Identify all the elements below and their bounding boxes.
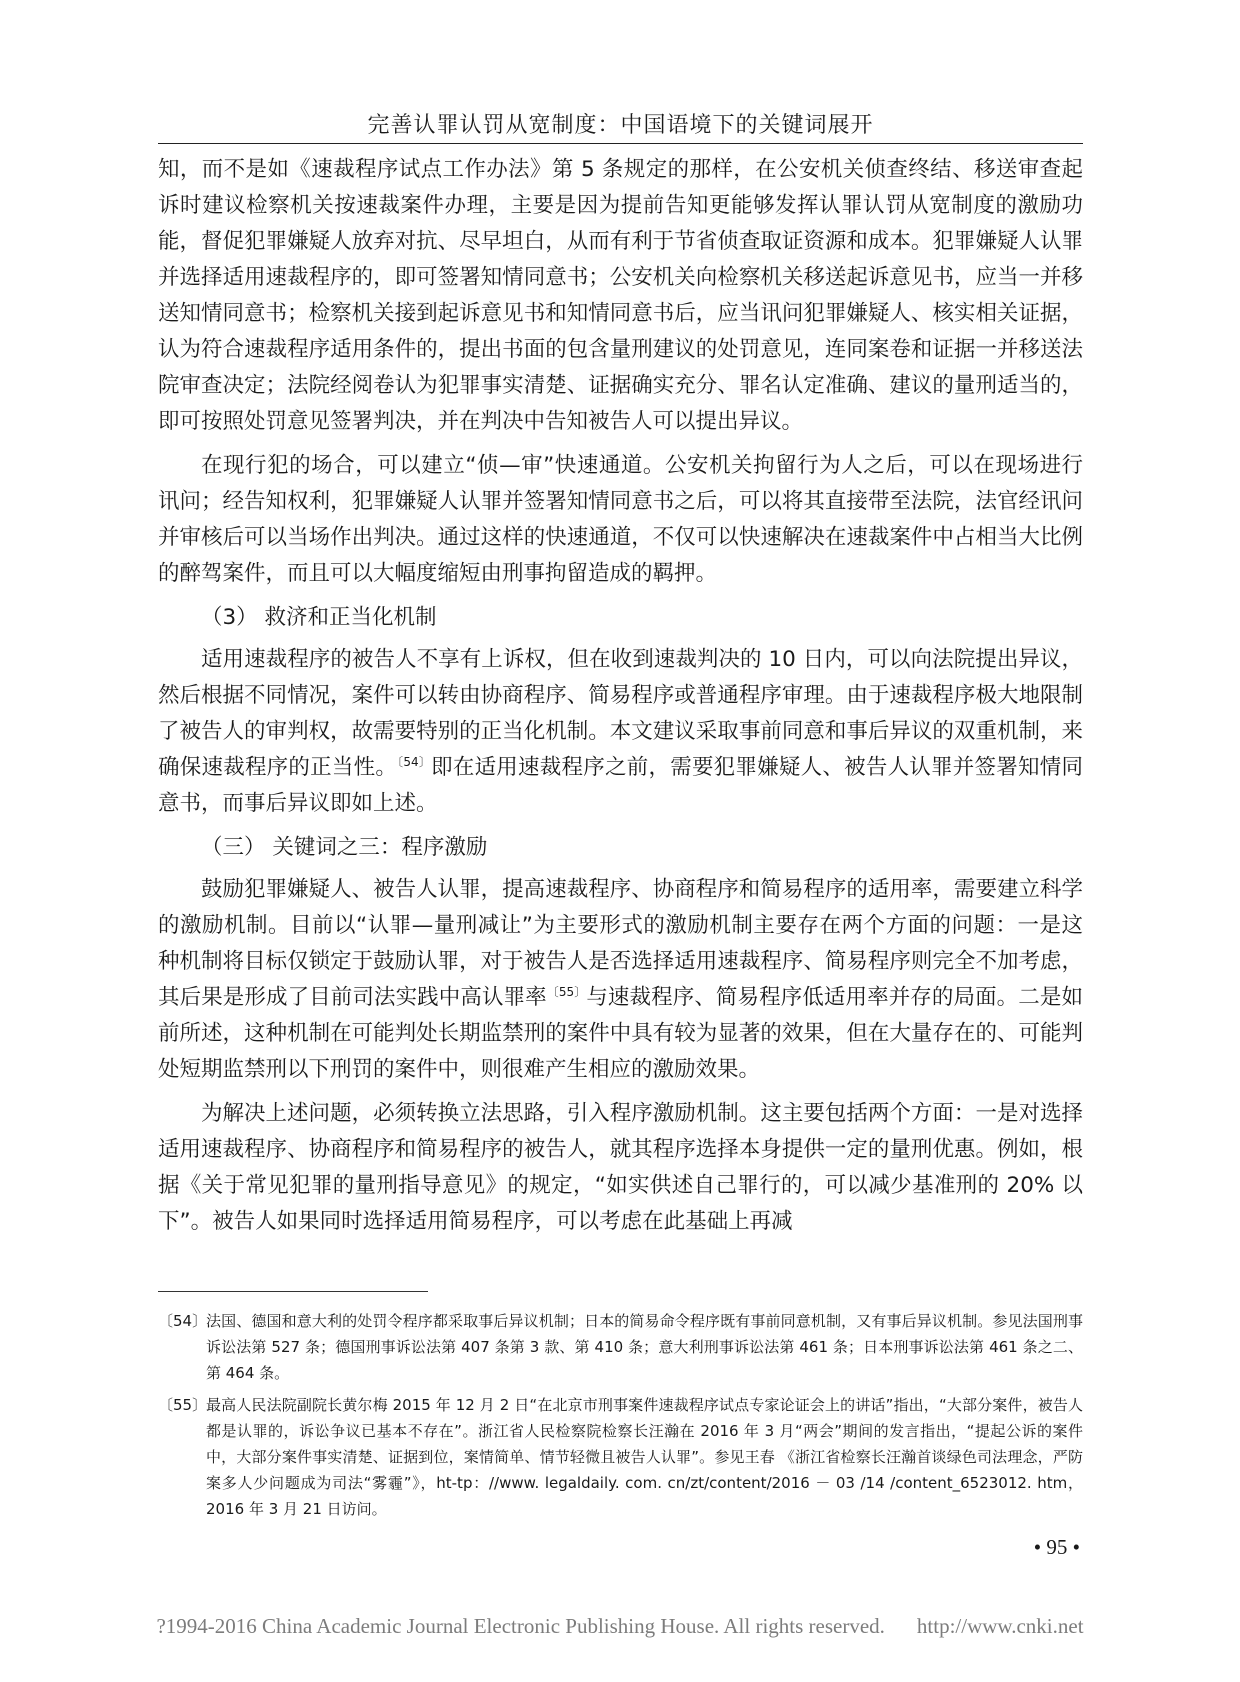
footnote-ref-54[interactable]: 〔54〕 <box>397 755 432 769</box>
paragraph-4-part-a: 鼓励犯罪嫌疑人、被告人认罪，提高速裁程序、协商程序和简易程序的适用率，需要建立科学的激励机制。目前以“认罪—量刑减让”为主要形式的激励机制主要存在两个方面的问题：一是这种机制将目标仅锁定于鼓励认罪，对于被告人是否选择适用速裁程序、简易程序则完全不加考虑，其后果是形成了目前司法实践中高认罪率 <box>158 877 1083 1010</box>
page-number: • 95 • <box>1033 1535 1080 1559</box>
running-header: 完善认罪认罚从宽制度：中国语境下的关键词展开 <box>367 113 874 138</box>
paragraph-3 <box>158 642 1083 822</box>
paragraph-1: 知，而不是如《速裁程序试点工作办法》第 5 条规定的那样，在公安机关侦查终结、移送审查起诉时建议检察机关按速裁案件办理，主要是因为提前告知更能够发挥认罪认罚从宽制度的激励功能，督促犯罪嫌疑人放弃对抗、尽早坦白，从而有利于节省侦查取证资源和成本。犯罪嫌疑人认罪并选择适用速裁程序的，即可签署知情同意书；公安机关向检察机关移送起诉意见书，应当一并移送知情同意书；检察机关接到起诉意见书和知情同意书后，应当讯问犯罪嫌疑人、核实相关证据，认为符合速裁程序适用条件的，提出书面的包含量刑建议的处罚意见，连同案卷和证据一并移送法院审查决定；法院经阅卷认为犯罪事实清楚、证据确实充分、罪名认定准确、建议的量刑适当的，即可按照处罚意见签署判决，并在判决中告知被告人可以提出异议。 <box>158 157 1083 434</box>
paragraph-2: 在现行犯的场合，可以建立“侦—审”快速通道。公安机关拘留行为人之后，可以在现场进行讯问；经告知权利，犯罪嫌疑人认罪并签署知情同意书之后，可以将其直接带至法院，法官经讯问并审核后可以当场作出判决。通过这样的快速通道，不仅可以快速解决在速裁案件中占相当大比例的醉驾案件，而且可以大幅度缩短由刑事拘留造成的羁押。 <box>158 453 1083 586</box>
footnotes <box>158 1308 1083 1528</box>
footnote-54 <box>158 1308 1083 1386</box>
cnki-link[interactable]: http://www.cnki.net <box>916 1614 1084 1638</box>
footnote-ref-55[interactable]: 〔55〕 <box>546 985 587 999</box>
cnki-footer <box>0 1614 1240 1639</box>
header-rule <box>158 143 1083 144</box>
footnote-text: 法国、德国和意大利的处罚令程序都采取事后异议机制；日本的简易命令程序既有事前同意机制，又有事后异议机制。参见法国刑事诉讼法第 527 条；德国刑事诉讼法第 407 条第 3 款、第 410 条；意大利刑事诉讼法第 461 条；日本刑事诉讼法第 461 条之二、第 464 条。 <box>206 1312 1083 1382</box>
paragraph-3-part-b: 即在适用速裁程序之前，需要犯罪嫌疑人、被告人认罪并签署知情同意书，而事后异议即如上述。 <box>158 755 1083 816</box>
paragraph-4-part-b: 与速裁程序、简易程序低适用率并存的局面。二是如前所述，这种机制在可能判处长期监禁刑的案件中具有较为显著的效果，但在大量存在的、可能判处短期监禁刑以下刑罚的案件中，则很难产生相应的激励效果。 <box>158 985 1083 1082</box>
copyright-text: ?1994-2016 China Academic Journal Electronic Publishing House. All rights reserved. <box>156 1614 885 1638</box>
footnote-number: 〔55〕 <box>158 1396 208 1414</box>
paragraph-5: 为解决上述问题，必须转换立法思路，引入程序激励机制。这主要包括两个方面：一是对选择适用速裁程序、协商程序和简易程序的被告人，就其程序选择本身提供一定的量刑优惠。例如，根据《关于常见犯罪的量刑指导意见》的规定，“如实供述自己罪行的，可以减少基准刑的 20% 以下”。被告人如果同时选择适用简易程序，可以考虑在此基础上再减 <box>158 1101 1083 1234</box>
subheading-keyword-3: （三） 关键词之三：程序激励 <box>201 835 488 860</box>
paragraph-4 <box>158 872 1083 1088</box>
body-text <box>158 152 1083 1248</box>
footnote-text: 最高人民法院副院长黄尔梅 2015 年 12 月 2 日“在北京市刑事案件速裁程序试点专家论证会上的讲话”指出，“大部分案件，被告人都是认罪的，诉讼争议已基本不存在”。浙江省人民检察院检察长汪瀚在 2016 年 3 月“两会”期间的发言指出，“提起公诉的案件中，大部分案件事实清楚、证据到位，案情简单、情节轻微且被告人认罪”。参见王春 《浙江省检察长汪瀚首谈绿色司法理念，严防案多人少问题成为司法“雾霾”》，ht-tp：//www. legaldaily. com. cn/zt/content/2016 － 03 /14 /content_6523012. htm，2016 年 3 月 21 日访问。 <box>206 1396 1083 1518</box>
subheading-remedy: （3） 救济和正当化机制 <box>201 605 437 630</box>
footnote-rule <box>158 1291 428 1292</box>
footnote-55 <box>158 1392 1083 1522</box>
paragraph-3-part-a: 适用速裁程序的被告人不享有上诉权，但在收到速裁判决的 10 日内，可以向法院提出异议，然后根据不同情况，案件可以转由协商程序、简易程序或普通程序审理。由于速裁程序极大地限制了被告人的审判权，故需要特别的正当化机制。本文建议采取事前同意和事后异议的双重机制，来确保速裁程序的正当性。 <box>158 647 1083 780</box>
footnote-number: 〔54〕 <box>158 1312 208 1330</box>
